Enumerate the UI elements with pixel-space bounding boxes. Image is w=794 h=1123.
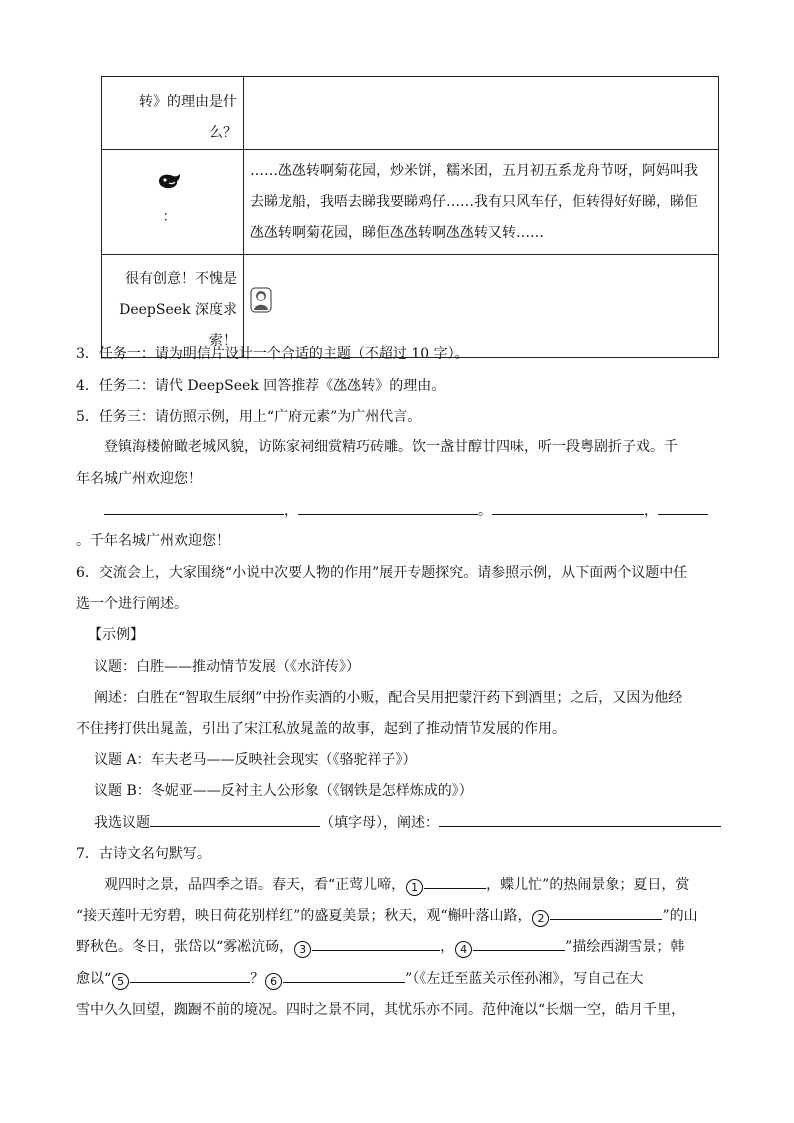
example-heading: 【示例】 [88, 627, 144, 643]
question-7-line-1 [104, 874, 689, 896]
comma-text: ， [284, 503, 298, 519]
question-5-example-line-2: 年名城广州欢迎您！ [76, 471, 202, 487]
text-segment: ？ [250, 971, 265, 987]
text-segment: ”的山 [662, 908, 698, 924]
row2-right-cell [244, 150, 719, 255]
text-segment: ”（《左迁至蓝关示侄孙湘》，写自己在大 [405, 971, 644, 987]
row1-left-line-2: 么？ [209, 125, 237, 141]
deepseek-reply-line-3: 氹氹转啊菊花园，睇佢氹氹转啊氹氹转又转…… [250, 224, 544, 241]
table-row [102, 77, 719, 150]
example-explanation-line-2: 不住拷打供出晁盖，引出了宋江私放晁盖的故事，起到了推动情节发展的作用。 [76, 721, 566, 737]
text-segment: 观四时之景，品四季之语。春天，看“正莺儿啼， [104, 877, 406, 893]
text-segment: ，蝶儿忙”的热闹景象；夏日，赏 [486, 877, 690, 893]
answer-blank[interactable] [658, 500, 708, 515]
row1-right-cell [244, 77, 719, 150]
table-row [102, 150, 719, 255]
text-segment: ”描绘西湖雪景；韩 [565, 939, 685, 955]
question-7-line-5: 雪中久久回望，踟蹰不前的境况。四时之景不同，其忧乐亦不同。范仲淹以“长烟一空，皓月千里， [76, 1002, 686, 1018]
example-explanation-line-1: 阐述：白胜在“智取生辰纲”中扮作卖酒的小贩，配合吴用把蒙汗药下到酒里；之后，又因为他经 [94, 690, 683, 706]
question-7-line-3 [76, 936, 684, 958]
answer-blank-1[interactable] [424, 874, 486, 889]
deepseek-whale-icon [102, 171, 237, 202]
blank-number-3: 3 [294, 941, 311, 958]
text-segment: 愈以“ [76, 971, 112, 987]
user-avatar-icon [250, 287, 272, 325]
question-5: 5．任务三：请仿照示例，用上“广府元素”为广州代言。 [76, 409, 422, 425]
period-text: 。 [478, 503, 492, 519]
answer-blank-5[interactable] [130, 968, 250, 983]
question-5-example-line-1: 登镇海楼俯瞰老城风貌，访陈家祠细赏精巧砖雕。饮一盏甘醇廿四味，听一段粤剧折子戏。千 [104, 439, 678, 455]
question-6-line-2: 选一个进行阐述。 [76, 596, 188, 612]
dialogue-table [101, 76, 719, 358]
row2-left-colon: ： [162, 209, 177, 225]
question-6-line-1: 6．交流会上，大家围绕“小说中次要人物的作用”展开专题探究。请参照示例，从下面两个议题中任 [76, 565, 688, 581]
answer-blank-6[interactable] [283, 968, 405, 983]
answer-blank-2[interactable] [550, 905, 662, 920]
question-5-answer-line [104, 500, 708, 520]
topic-letter-blank[interactable] [150, 812, 320, 827]
topic-a: 议题 A：车夫老马——反映社会现实（《骆驼祥子》） [94, 752, 417, 768]
answer-blank[interactable] [492, 500, 644, 515]
question-3: 3．任务一：请为明信片设计一个合适的主题（不超过 10 字）。 [76, 346, 469, 362]
blank-number-2: 2 [532, 910, 549, 927]
choose-topic-line [94, 812, 721, 832]
comma-text: ， [644, 503, 658, 519]
blank-number-6: 6 [265, 973, 282, 990]
text-segment: “接天莲叶无穷碧，映日荷花别样红”的盛夏美景；秋天，观“槲叶落山路， [76, 908, 532, 924]
answer-blank[interactable] [104, 500, 284, 515]
row1-left-line-1: 转》的理由是什 [139, 94, 237, 110]
row2-left-cell [102, 150, 244, 255]
blank-number-4: 4 [455, 941, 472, 958]
answer-blank-4[interactable] [473, 936, 565, 951]
deepseek-reply-line-2: 去睇龙船，我唔去睇我要睇鸡仔……我有只风车仔，佢转得好好睇，睇佢 [250, 193, 698, 210]
row3-left-line-1: 很有创意！不愧是 [125, 271, 237, 287]
answer-blank[interactable] [298, 500, 478, 515]
row3-left-line-3: 索！ [209, 333, 237, 349]
example-topic: 议题：白胜——推动情节发展（《水浒传》） [94, 659, 360, 675]
question-5-ending: 。千年名城广州欢迎您！ [76, 533, 230, 549]
question-4: 4．任务二：请代 DeepSeek 回答推荐《氹氹转》的理由。 [76, 378, 446, 394]
topic-b: 议题 B：冬妮亚——反衬主人公形象（《钢铁是怎样炼成的》） [94, 783, 473, 799]
answer-blank-3[interactable] [312, 936, 440, 951]
row3-left-line-2: DeepSeek 深度求 [119, 302, 237, 318]
question-7-line-2 [76, 905, 698, 927]
blank-number-1: 1 [406, 879, 423, 896]
choose-topic-label: 我选议题 [94, 815, 150, 831]
question-7-line-4 [76, 968, 643, 990]
blank-number-5: 5 [112, 973, 129, 990]
row1-left-cell [102, 77, 244, 150]
question-7: 7．古诗文名句默写。 [76, 846, 211, 862]
fill-letter-label: （填字母），阐述： [320, 815, 439, 831]
text-segment: ， [440, 939, 455, 955]
text-segment: 野秋色。冬日，张岱以“雾凇沆砀， [76, 939, 294, 955]
deepseek-reply-line-1: ……氹氹转啊菊花园，炒米饼，糯米团，五月初五系龙舟节呀，阿妈叫我 [250, 162, 698, 179]
explanation-blank[interactable] [439, 812, 721, 827]
